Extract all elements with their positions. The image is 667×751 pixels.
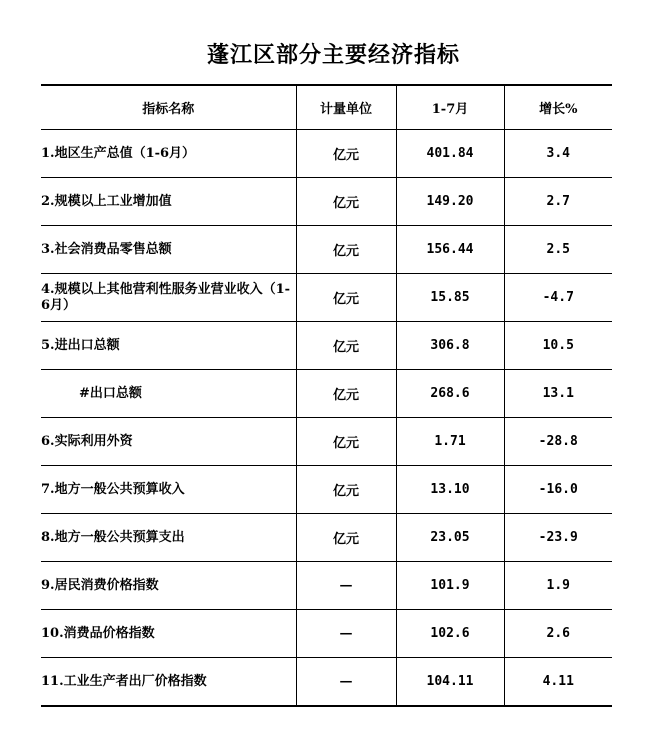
indicator-name: 3.社会消费品零售总额: [41, 226, 296, 274]
table-row: [41, 562, 612, 610]
indicator-unit: 亿元: [296, 418, 396, 466]
indicator-unit: —: [296, 610, 396, 658]
indicator-unit: 亿元: [296, 178, 396, 226]
indicator-value: 104.11: [396, 658, 504, 707]
indicator-name: 7.地方一般公共预算收入: [41, 466, 296, 514]
indicator-unit: 亿元: [296, 466, 396, 514]
indicator-value: 306.8: [396, 322, 504, 370]
header-growth: 增长%: [504, 85, 612, 130]
table-row: [41, 514, 612, 562]
indicator-value: 102.6: [396, 610, 504, 658]
indicator-value: 23.05: [396, 514, 504, 562]
indicator-unit: —: [296, 658, 396, 707]
indicator-growth: 10.5: [504, 322, 612, 370]
table-row: [41, 130, 612, 178]
indicator-name: 9.居民消费价格指数: [41, 562, 296, 610]
indicator-growth: 3.4: [504, 130, 612, 178]
indicator-growth: -23.9: [504, 514, 612, 562]
indicator-unit: 亿元: [296, 514, 396, 562]
header-unit: 计量单位: [296, 85, 396, 130]
indicator-table: [41, 84, 612, 707]
indicator-name: 1.地区生产总值（1-6月）: [41, 130, 296, 178]
indicator-name: #出口总额: [41, 370, 296, 418]
indicator-name: 10.消费品价格指数: [41, 610, 296, 658]
table-row: [41, 274, 612, 322]
indicator-growth: -4.7: [504, 274, 612, 322]
indicator-growth: -28.8: [504, 418, 612, 466]
indicator-name: 8.地方一般公共预算支出: [41, 514, 296, 562]
table-row: [41, 610, 612, 658]
table-row: [41, 658, 612, 707]
indicator-name: 11.工业生产者出厂价格指数: [41, 658, 296, 707]
indicator-growth: 13.1: [504, 370, 612, 418]
indicator-name: 5.进出口总额: [41, 322, 296, 370]
indicator-value: 13.10: [396, 466, 504, 514]
indicator-unit: 亿元: [296, 226, 396, 274]
header-period: 1-7月: [396, 85, 504, 130]
indicator-value: 401.84: [396, 130, 504, 178]
page-title: 蓬江区部分主要经济指标: [206, 42, 460, 68]
indicator-value: 149.20: [396, 178, 504, 226]
indicator-unit: 亿元: [296, 322, 396, 370]
table-row: [41, 418, 612, 466]
table-row: [41, 226, 612, 274]
indicator-growth: 2.6: [504, 610, 612, 658]
indicator-growth: 2.5: [504, 226, 612, 274]
indicator-unit: 亿元: [296, 274, 396, 322]
table-header-row: [41, 85, 612, 130]
indicator-growth: 1.9: [504, 562, 612, 610]
indicator-growth: -16.0: [504, 466, 612, 514]
indicator-value: 156.44: [396, 226, 504, 274]
indicator-value: 1.71: [396, 418, 504, 466]
header-indicator-name: 指标名称: [41, 85, 296, 130]
indicator-name: 4.规模以上其他营利性服务业营业收入（1-6月）: [41, 274, 296, 322]
indicator-name: 6.实际利用外资: [41, 418, 296, 466]
table-row: [41, 370, 612, 418]
indicator-value: 15.85: [396, 274, 504, 322]
indicator-value: 101.9: [396, 562, 504, 610]
indicator-value: 268.6: [396, 370, 504, 418]
indicator-unit: —: [296, 562, 396, 610]
table-row: [41, 322, 612, 370]
indicator-unit: 亿元: [296, 130, 396, 178]
table-row: [41, 178, 612, 226]
indicator-name: 2.规模以上工业增加值: [41, 178, 296, 226]
indicator-growth: 2.7: [504, 178, 612, 226]
indicator-growth: 4.11: [504, 658, 612, 707]
indicator-unit: 亿元: [296, 370, 396, 418]
table-row: [41, 466, 612, 514]
